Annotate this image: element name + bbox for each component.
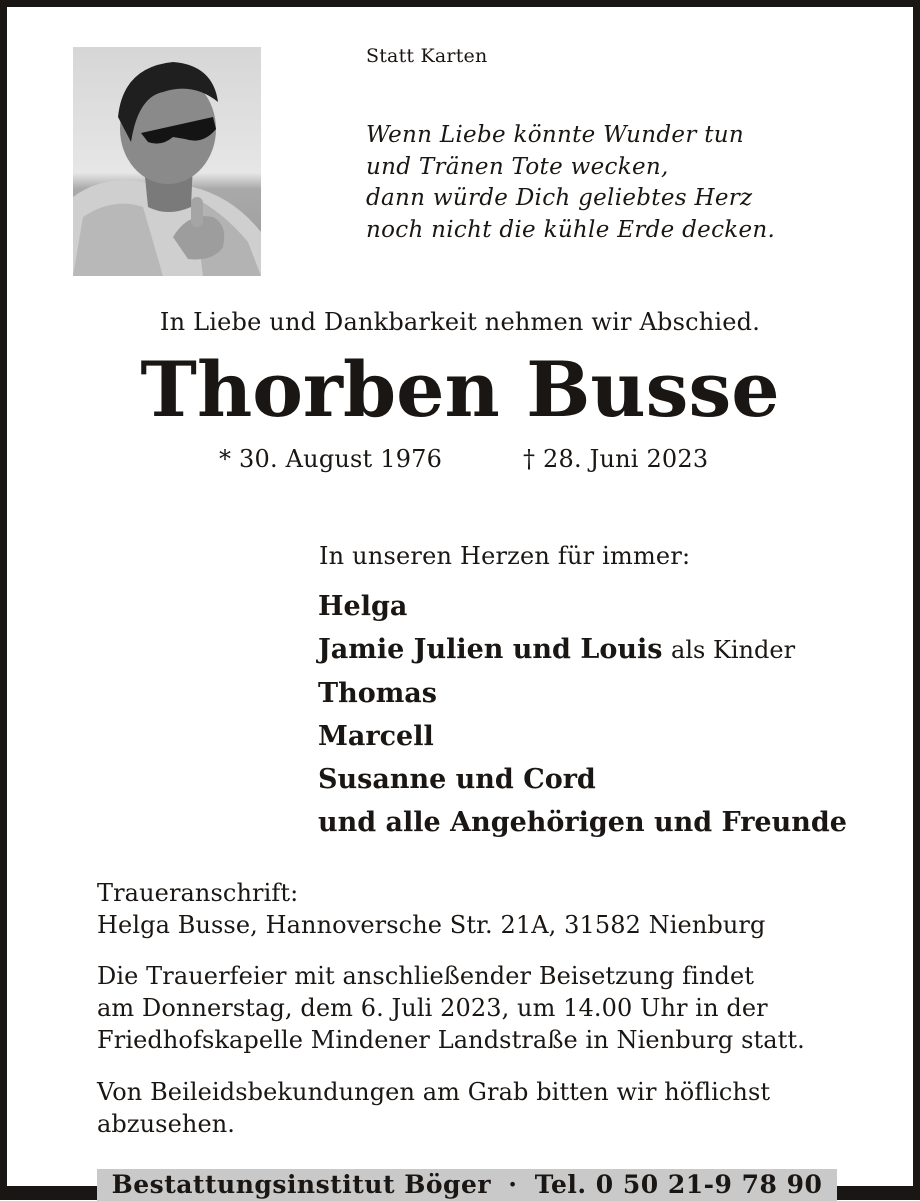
farewell-intro: In Liebe und Dankbarkeit nehmen wir Abschied. xyxy=(159,308,761,336)
mourner-row xyxy=(318,758,847,801)
mourner-row xyxy=(318,801,847,844)
mourner-name: Susanne und Cord xyxy=(318,764,596,795)
mourners-list xyxy=(318,585,847,844)
mourner-row xyxy=(318,672,847,715)
funeral-home-banner xyxy=(97,1169,837,1201)
death-date: † 28. Juni 2023 xyxy=(523,445,709,473)
mourner-row xyxy=(318,715,847,758)
condolence-line: abzusehen. xyxy=(97,1110,236,1138)
poem-line: noch nicht die kühle Erde decken. xyxy=(366,216,776,243)
ceremony-line: am Donnerstag, dem 6. Juli 2023, um 14.00 Uhr in der xyxy=(97,994,768,1022)
poem-line: und Tränen Tote wecken, xyxy=(366,153,669,180)
poem-line: Wenn Liebe könnte Wunder tun xyxy=(366,122,745,148)
mourner-row xyxy=(318,628,847,672)
ceremony-line: Friedhofskapelle Mindener Landstraße in Nienburg statt. xyxy=(97,1026,805,1054)
funeral-home-name: Bestattungsinstitut Böger xyxy=(111,1170,492,1199)
mourning-address xyxy=(97,877,765,941)
address-label: Traueranschrift: xyxy=(97,879,299,907)
mourner-relation: als Kinder xyxy=(671,636,796,664)
poem xyxy=(366,120,775,246)
address-value: Helga Busse, Hannoversche Str. 21A, 31582 Nienburg xyxy=(97,911,766,939)
ceremony-line: Die Trauerfeier mit anschließender Beisetzung findet xyxy=(97,962,754,990)
funeral-home-phone: Tel. 0 50 21-9 78 90 xyxy=(534,1170,823,1199)
statt-karten-label: Statt Karten xyxy=(366,45,488,67)
deceased-name: Thorben Busse xyxy=(140,345,780,434)
mourners-heading: In unseren Herzen für immer: xyxy=(319,542,691,570)
mourner-name: Marcell xyxy=(318,721,434,752)
poem-line: dann würde Dich geliebtes Herz xyxy=(366,185,753,211)
mourner-row xyxy=(318,585,847,628)
mourner-name: und alle Angehörigen und Freunde xyxy=(318,807,847,838)
mourner-name: Thomas xyxy=(318,678,437,709)
condolence-line: Von Beileidsbekundungen am Grab bitten wir höflichst xyxy=(97,1078,771,1106)
birth-date: * 30. August 1976 xyxy=(219,445,443,473)
ceremony-info xyxy=(97,960,837,1056)
mourner-name: Helga xyxy=(318,591,408,622)
portrait-photo-icon xyxy=(73,47,261,276)
mourner-name: Jamie Julien und Louis xyxy=(318,634,663,665)
condolence-note xyxy=(97,1076,837,1140)
separator-dot: · xyxy=(508,1170,518,1199)
